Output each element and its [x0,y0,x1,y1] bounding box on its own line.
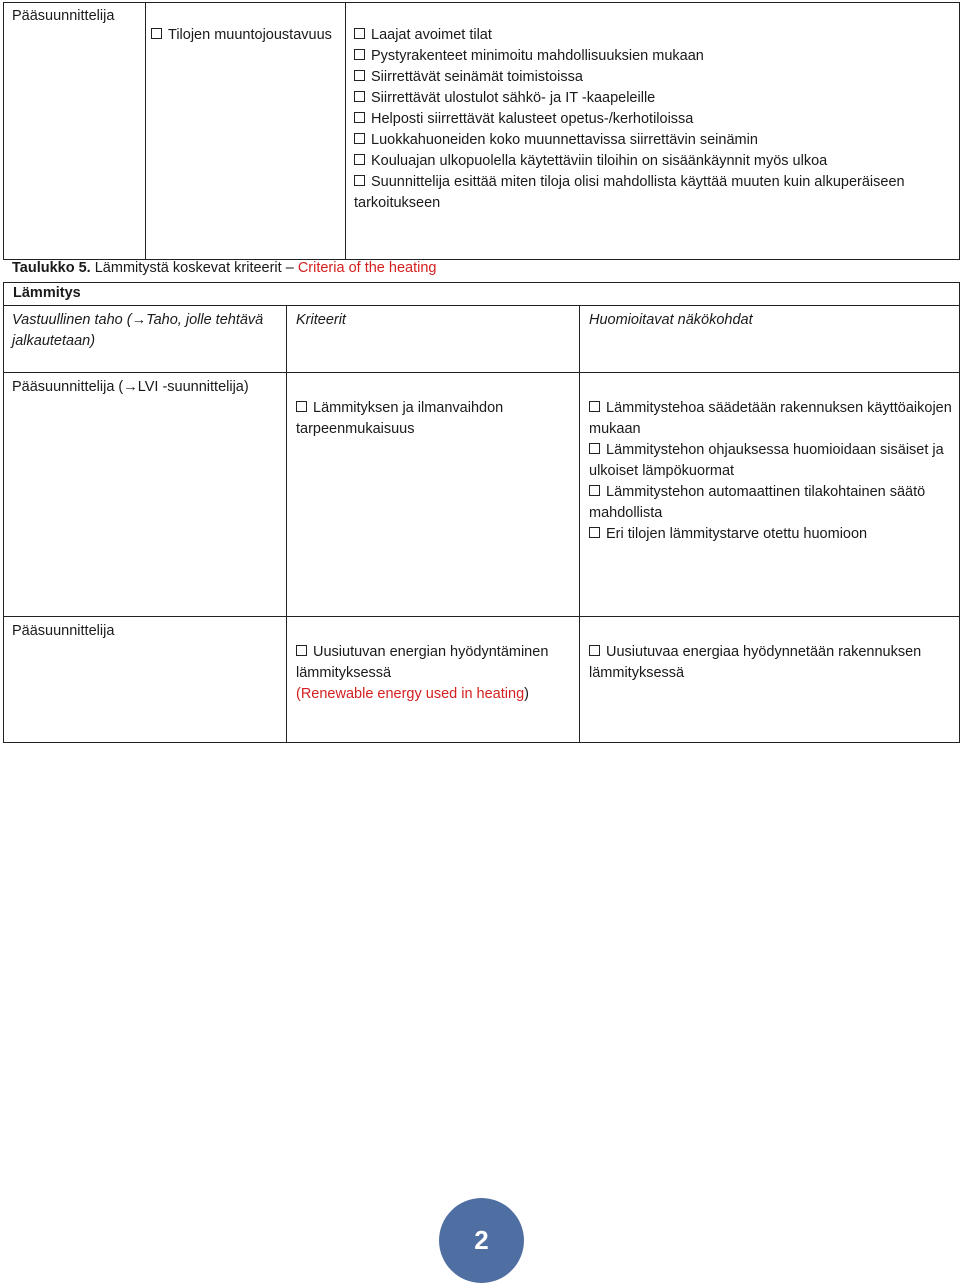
table-row [4,3,960,260]
table-caption [12,258,436,279]
list-item: Lämmitystehon automaattinen tilakohtainen säätö mahdollista [589,484,926,521]
responsible-cell: Pääsuunnittelija (→LVI -suunnittelija) [4,373,287,617]
checkbox-icon [589,443,600,454]
list-item: Kouluajan ulkopuolella käytettäviin tiloihin on sisäänkäynnit myös ulkoa [354,151,959,172]
section-cell [4,283,960,306]
criteria-cell: Uusiutuvan energian hyödyntäminen lämmityksessä (Renewable energy used in heating) [287,617,580,743]
list-item: Luokkahuoneiden koko muunnettavissa siirrettävin seinämin [354,130,959,151]
checkbox-icon [589,527,600,538]
list-item: Helposti siirrettävät kalusteet opetus-/kerhotiloissa [354,109,959,130]
checkbox-icon [589,485,600,496]
checkbox-icon [589,401,600,412]
list-item: Suunnittelija esittää miten tiloja olisi mahdollista käyttää muuten kuin alkuperäiseen tarkoitukseen [354,174,905,211]
table-row [4,617,960,743]
list-item: Pystyrakenteet minimoitu mahdollisuuksien mukaan [354,46,959,67]
checkbox-icon [354,70,365,81]
table-header-row [4,306,960,373]
header-responsible: Vastuullinen taho (→Taho, jolle tehtävä jalkautetaan) [4,306,287,373]
page-number-badge [439,1198,524,1283]
checkbox-icon [354,133,365,144]
checkbox-icon [354,154,365,165]
heating-criteria-table [3,282,960,743]
list-item: Siirrettävät ulostulot sähkö- ja IT -kaapeleille [354,88,959,109]
table-row [4,373,960,617]
caption-label: Taulukko 5. [12,260,91,276]
list-item: Lämmitystehoa säädetään rakennuksen käyttöaikojen mukaan [589,400,952,437]
checkbox-icon [354,91,365,102]
checkbox-icon [296,401,307,412]
section-title: Lämmitys [13,285,81,301]
responsible-cell: Pääsuunnittelija [4,617,287,743]
table-section-row [4,283,960,306]
caption-text: Lämmitystä koskevat kriteerit – [94,260,294,276]
responsible-cell [4,3,146,260]
checkbox-icon [151,28,162,39]
list-item: Siirrettävät seinämät toimistoissa [354,67,959,88]
checkbox-icon [589,645,600,656]
criteria-cell: Lämmityksen ja ilmanvaihdon tarpeenmukaisuus [287,373,580,617]
notes-cell [580,617,960,743]
list-item: Eri tilojen lämmitystarve otettu huomioon [589,524,959,545]
header-notes: Huomioitavat näkökohdat [580,306,960,373]
checkbox-icon [354,28,365,39]
header-criteria: Kriteerit [287,306,580,373]
criteria-english: (Renewable energy used in heating [296,686,525,702]
checkbox-icon [354,49,365,60]
caption-english: Criteria of the heating [297,260,437,276]
space-flexibility-table [3,2,960,260]
responsible-text: Pääsuunnittelija [12,8,115,24]
criteria-text: Tilojen muuntojoustavuus [168,27,332,43]
checkbox-icon [354,175,365,186]
list-item: Laajat avoimet tilat [354,25,959,46]
list-item: Uusiutuvaa energiaa hyödynnetään rakennuksen lämmityksessä [589,644,922,681]
notes-cell [346,3,960,260]
notes-cell [580,373,960,617]
criteria-cell [146,3,346,260]
checkbox-icon [354,112,365,123]
checkbox-icon [296,645,307,656]
page-number: 2 [474,1225,489,1255]
list-item: Lämmitystehon ohjauksessa huomioidaan sisäiset ja ulkoiset lämpökuormat [589,442,944,479]
